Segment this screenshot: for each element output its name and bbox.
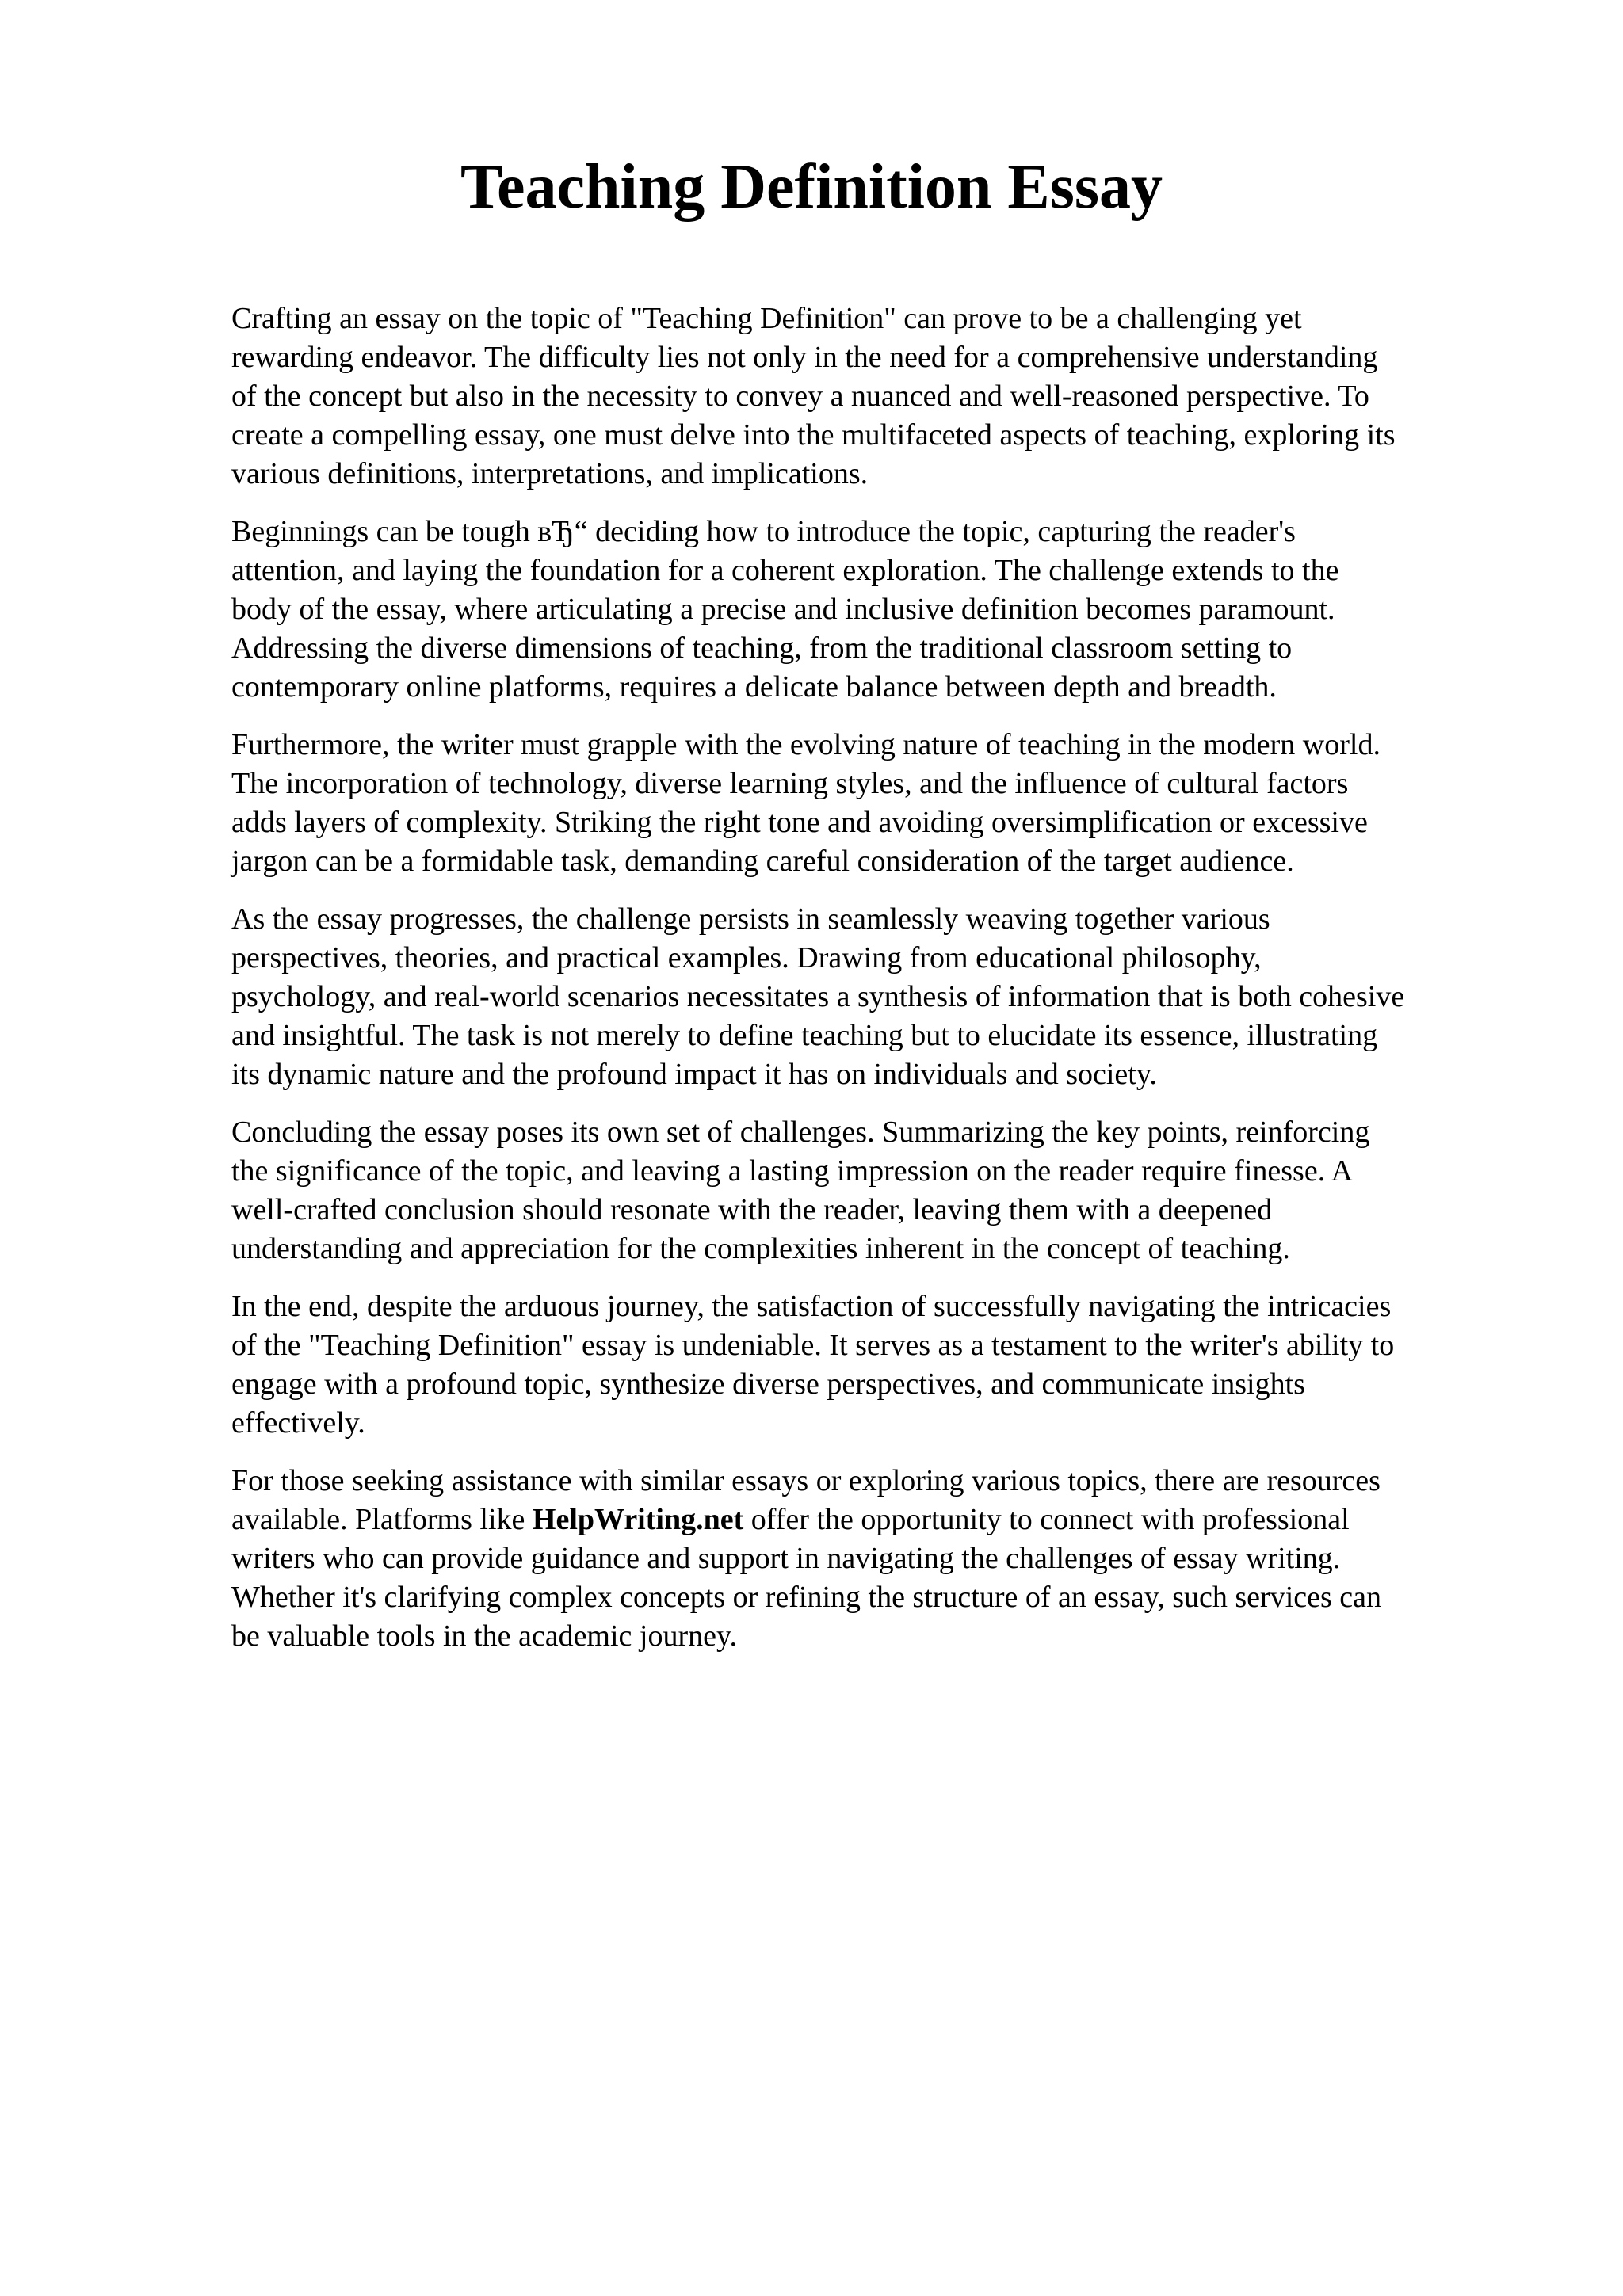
text-line: its dynamic nature and the profound impact it has on individuals and society. [231, 1058, 1157, 1091]
paragraph-1 [231, 299, 1547, 494]
text-line: writers who can provide guidance and support in navigating the challenges of essay writing. [231, 1542, 1341, 1575]
paragraph-2 [231, 513, 1547, 707]
text-line: In the end, despite the arduous journey, the satisfaction of successfully navigating the intricacies [231, 1290, 1392, 1323]
paragraph-3 [231, 726, 1547, 881]
text-line: Crafting an essay on the topic of "Teaching Definition" can prove to be a challenging yet [231, 302, 1302, 335]
paragraph-4 [231, 900, 1547, 1094]
text-line: As the essay progresses, the challenge persists in seamlessly weaving together various [231, 902, 1270, 936]
text-line: body of the essay, where articulating a precise and inclusive definition becomes paramount. [231, 593, 1335, 626]
text-segment: available. Platforms like [231, 1503, 533, 1536]
text-line: Concluding the essay poses its own set of challenges. Summarizing the key points, reinforcing [231, 1116, 1370, 1149]
text-line: perspectives, theories, and practical examples. Drawing from educational philosophy, [231, 941, 1262, 974]
text-line-with-link [231, 1501, 1547, 1539]
text-line: and insightful. The task is not merely to define teaching but to elucidate its essence, illustrating [231, 1019, 1378, 1052]
text-line: Addressing the diverse dimensions of teaching, from the traditional classroom setting to [231, 631, 1293, 665]
paragraph-6 [231, 1287, 1547, 1443]
text-line: The incorporation of technology, diverse learning styles, and the influence of cultural factors [231, 767, 1349, 800]
text-segment: offer the opportunity to connect with professional [743, 1503, 1350, 1536]
text-line: engage with a profound topic, synthesize diverse perspectives, and communicate insights [231, 1367, 1305, 1401]
paragraph-7 [231, 1462, 1547, 1656]
paragraph-5 [231, 1113, 1547, 1268]
text-line: various definitions, interpretations, and implications. [231, 457, 869, 490]
text-line: create a compelling essay, one must delve into the multifaceted aspects of teaching, exploring its [231, 418, 1396, 452]
text-line: adds layers of complexity. Striking the right tone and avoiding oversimplification or excessive [231, 806, 1368, 839]
text-line: jargon can be a formidable task, demanding careful consideration of the target audience. [231, 845, 1294, 878]
text-line: be valuable tools in the academic journey. [231, 1619, 738, 1653]
document-body [231, 299, 1547, 1675]
text-line: attention, and laying the foundation for a coherent exploration. The challenge extends to the [231, 554, 1339, 587]
text-line: Beginnings can be tough вЂ“ deciding how to introduce the topic, capturing the reader's [231, 515, 1296, 548]
text-line: of the concept but also in the necessity to convey a nuanced and well-reasoned perspective. To [231, 379, 1369, 413]
document-title: Teaching Definition Essay [460, 152, 1163, 222]
helpwriting-brand-link[interactable]: HelpWriting.net [532, 1503, 744, 1536]
text-line: psychology, and real-world scenarios necessitates a synthesis of information that is both cohesive [231, 980, 1405, 1013]
text-line: Furthermore, the writer must grapple with the evolving nature of teaching in the modern world. [231, 728, 1381, 761]
text-line: well-crafted conclusion should resonate with the reader, leaving them with a deepened [231, 1193, 1273, 1226]
text-line: For those seeking assistance with similar essays or exploring various topics, there are resources [231, 1464, 1381, 1497]
text-line: the significance of the topic, and leaving a lasting impression on the reader require finesse. A [231, 1154, 1354, 1188]
text-line: rewarding endeavor. The difficulty lies not only in the need for a comprehensive understanding [231, 341, 1378, 374]
text-line: of the "Teaching Definition" essay is undeniable. It serves as a testament to the writer's ability to [231, 1329, 1395, 1362]
text-line: understanding and appreciation for the complexities inherent in the concept of teaching. [231, 1232, 1290, 1265]
text-line: contemporary online platforms, requires a delicate balance between depth and breadth. [231, 670, 1277, 704]
text-line: Whether it's clarifying complex concepts or refining the structure of an essay, such services can [231, 1581, 1382, 1614]
text-line: effectively. [231, 1406, 365, 1440]
